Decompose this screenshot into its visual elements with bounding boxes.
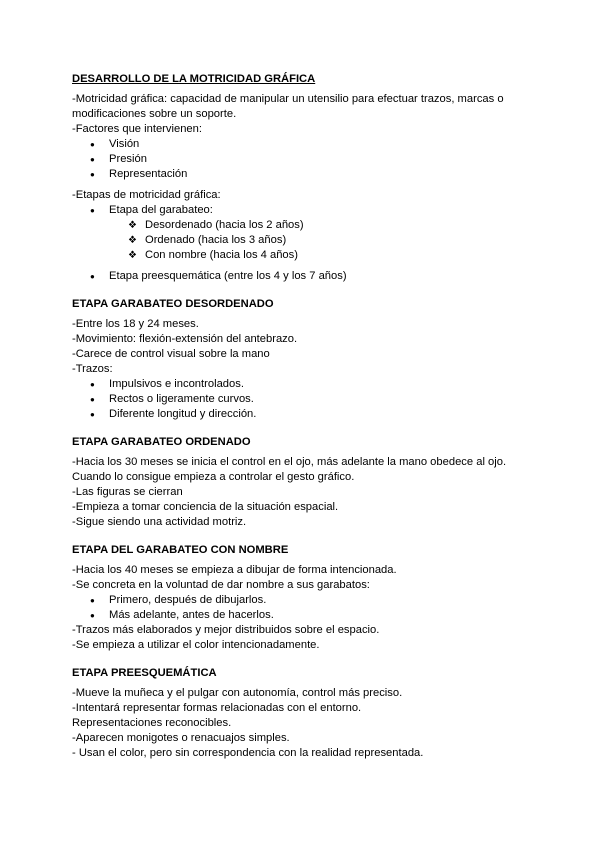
sublist-item: ❖ Ordenado (hacia los 3 años) bbox=[72, 233, 532, 248]
stages-list-2 bbox=[72, 269, 532, 284]
document-content bbox=[72, 72, 532, 761]
list-item: ● Primero, después de dibujarlos. bbox=[72, 593, 532, 608]
text-line: -Hacia los 40 meses se empieza a dibujar de forma intencionada. bbox=[72, 564, 397, 576]
text-line: -Se empieza a utilizar el color intencionadamente. bbox=[72, 639, 320, 651]
list-item: ● Representación bbox=[72, 167, 532, 182]
section-heading: ETAPA PREESQUEMÁTICA bbox=[72, 667, 217, 679]
stages-list bbox=[72, 203, 532, 218]
list-item: ● Rectos o ligeramente curvos. bbox=[72, 392, 532, 407]
text-line: -Entre los 18 y 24 meses. bbox=[72, 318, 199, 330]
definition-paragraph: -Motricidad gráfica: capacidad de manipular un utensilio para efectuar trazos, marcas o modificaciones sobre un soporte. bbox=[72, 93, 504, 120]
sublist-item: ❖ Desordenado (hacia los 2 años) bbox=[72, 218, 532, 233]
text-line: - Usan el color, pero sin correspondencia con la realidad representada. bbox=[72, 747, 424, 759]
section-heading: ETAPA GARABATEO DESORDENADO bbox=[72, 298, 274, 310]
text-line: -Las figuras se cierran bbox=[72, 486, 183, 498]
factors-label: -Factores que intervienen: bbox=[72, 123, 202, 135]
text-line: -Movimiento: flexión-extensión del antebrazo. bbox=[72, 333, 298, 345]
stage1-sublist bbox=[72, 218, 532, 263]
list-item: ● Etapa preesquemática (entre los 4 y los 7 años) bbox=[72, 269, 532, 284]
text-line: -Intentará representar formas relacionadas con el entorno. bbox=[72, 702, 362, 714]
text-line: -Empieza a tomar conciencia de la situación espacial. bbox=[72, 501, 339, 513]
list-item: ● Visión bbox=[72, 137, 532, 152]
text-line: -Carece de control visual sobre la mano bbox=[72, 348, 270, 360]
list-item: ● Etapa del garabateo: bbox=[72, 203, 532, 218]
nombre-list bbox=[72, 593, 532, 623]
text-line: -Trazos más elaborados y mejor distribuidos sobre el espacio. bbox=[72, 624, 380, 636]
document-title: DESARROLLO DE LA MOTRICIDAD GRÁFICA bbox=[72, 73, 316, 85]
list-item: ● Diferente longitud y dirección. bbox=[72, 407, 532, 422]
trazos-list bbox=[72, 377, 532, 422]
list-item: ● Impulsivos e incontrolados. bbox=[72, 377, 532, 392]
text-line: Cuando lo consigue empieza a controlar el gesto gráfico. bbox=[72, 471, 355, 483]
text-line: -Aparecen monigotes o renacuajos simples. bbox=[72, 732, 290, 744]
text-line: -Sigue siendo una actividad motriz. bbox=[72, 516, 247, 528]
list-item: ● Presión bbox=[72, 152, 532, 167]
text-line: -Hacia los 30 meses se inicia el control en el ojo, más adelante la mano obedece al ojo. bbox=[72, 456, 507, 468]
factors-list bbox=[72, 137, 532, 182]
text-line: -Mueve la muñeca y el pulgar con autonomía, control más preciso. bbox=[72, 687, 403, 699]
text-line: -Se concreta en la voluntad de dar nombre a sus garabatos: bbox=[72, 579, 370, 591]
text-line: -Trazos: bbox=[72, 363, 113, 375]
section-heading: ETAPA GARABATEO ORDENADO bbox=[72, 436, 251, 448]
sublist-item: ❖ Con nombre (hacia los 4 años) bbox=[72, 248, 532, 263]
text-line: Representaciones reconocibles. bbox=[72, 717, 232, 729]
section-heading: ETAPA DEL GARABATEO CON NOMBRE bbox=[72, 544, 289, 556]
list-item: ● Más adelante, antes de hacerlos. bbox=[72, 608, 532, 623]
stages-label: -Etapas de motricidad gráfica: bbox=[72, 189, 221, 201]
